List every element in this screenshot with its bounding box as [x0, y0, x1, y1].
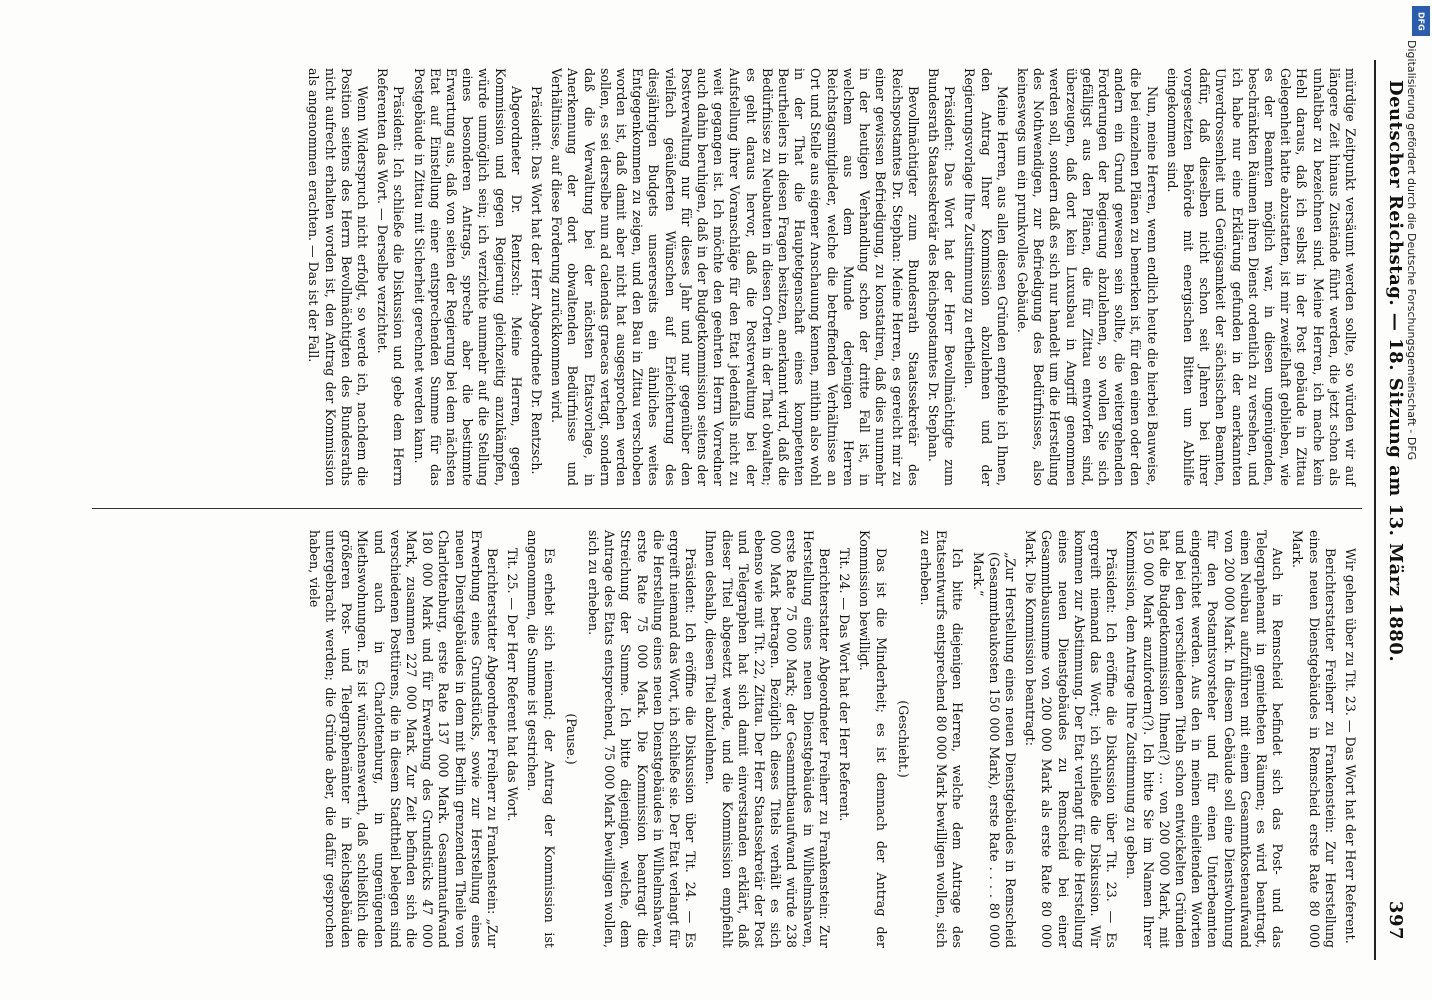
paragraph: mürdige Zeitpunkt versäumt werden sollte, so würden wir auf längere Zeit hinaus Zustände führt werden, die jetzt schon als unhaltbar zu bezeichnen sind. Meine Herren, ich mache kein Hehl daraus, daß ich selbst in der Post gebäude in Zittau Gelegenheit hatte abzustatten, ist mir zweifelhaft geblieben, wie es der Beamten möglich war, in diesen ungenügenden, beschränkten Räumen ihren Dienst ordentlich zu versehen, und ich habe nur eine Erklärung gefunden in der anerkannten Unverdrossenheit und Genügsamkeit der sächsischen Beamten, dafür, daß dieselben nicht schon seit Jahren bei ihrer vorgesetzten Behörde mit energischen Bitten um Abhilfe eingekommen sind.: [1164, 68, 1358, 486]
paragraph: Berichterstatter Freiherr zu Frankenstein: Zur Herstellung eines neuen Dienstgebäudes in Remscheid erste Rate 80 000 Mark.: [1290, 530, 1338, 948]
digitization-credit: [1396, 40, 1426, 980]
stage-direction: (Pause.): [563, 713, 579, 765]
paragraph: Präsident: Ich eröffne die Diskussion über Tit. 23. — Es ergreift niemand das Wort; ich schließe die Diskussion. Wir kommen zur Abstimmung. Der Etat verlangt für die Herstellung eines neuen Dienstgebäudes zu Remscheid bei einer Gesammtbausumme von 200 000 Mark als erste Rate 80 000 Mark. Die Kommission beantragt:: [1023, 530, 1120, 948]
paragraph: Berichterstatter Abgeordneter Freiherr zu Frankenstein: „Zur Erwerbung eines Grundstücks, sowie zur Herstellung eines neuen Dienstgebäudes in dem mit Berlin grenzenden Theile von Charlottenburg, erste Rate 137 000 Mark. Gesammtaufwand 180 000 Mark und für Erwerbung des Grundstücks 47 000 Mark, zusammen 227 000 Mark. Zur Zeit befinden sich die verschiedenen Posttürens, die in diesem Stadttheil belegen sind und auch in Charlottenburg, in ungenügenden Miethswohnungen. Es ist wünschenswerth, daß schließlich die größeren Post- und Telegraphenämter in Reichsgebäuden untergebracht werden; die Gründe aber, die dafür gesprochen haben, viele: [306, 530, 501, 948]
paragraph: Tit. 25. — Der Herr Referent hat das Wort.: [505, 548, 521, 822]
page-number: 397: [1385, 900, 1406, 940]
paragraph: Wir gehen über zu Tit. 23. — Das Wort hat der Herr Referent.: [1343, 548, 1358, 944]
paragraph: Meine Herren, aus allen diesen Gründen empfehle ich Ihnen, den Antrag Ihrer Kommission abzulehnen und der Regierungsvorlage Ihre Zustimmung zu ertheilen.: [962, 68, 1010, 486]
quoted-motion: „Zur Herstellung eines neuen Dienstgebäudes in Remscheid (Gesammtbaukosten 150 000 Mark), erste Rate . . . . 80 000 Mark.“: [970, 552, 1018, 948]
paragraph: Präsident: Das Wort hat der Herr Abgeordnete Dr. Rentzsch.: [529, 86, 545, 475]
paragraph: Präsident: Ich schließe die Diskussion und gebe dem Herrn Referenten das Wort. — Derselbe verzichtet.: [375, 68, 407, 486]
header-rule: [1374, 60, 1376, 960]
paragraph: Präsident: Das Wort hat der Herr Bevollmächtigte zum Bundesrath Staatssekretär des Reichspostamtes Dr. Stephan.: [925, 68, 958, 486]
paragraph: Abgeordneter Dr. Rentzsch: Meine Herren, gegen Kommission und gegen Regierung gleichzeitig anzukämpfen, würde unmöglich sein; ich verzichte nunmehr auf die Stellung eines besonderen Antrags, spreche aber die bestimmte Erwartung aus, daß von seiten der Regierung bei dem nächsten Etat auf Einstellung einer entsprechenden Summe für das Postgebäude in Zittau mit Sicherheit gerechnet werden kann.: [411, 68, 524, 486]
stage-direction: (Geschieht.): [895, 700, 911, 778]
right-column: [302, 530, 1358, 948]
paragraph: Berichterstatter Abgeordneter Freiherr zu Frankenstein: Zur Herstellung eines neuen Dienstgebäudes in Wilhelmshaven, erste Rate 75 000 Mark; der Gesammtbauaufwand würde 238 000 Mark betragen. Bezüglich dieses Titels verhält es sich ebenso wie mit Tit. 22, Zittau. Der Herr Staatssekretär der Post und Telegraphen hat sich damit einverstanden erklärt, daß dieser Titel abgesetzt werde, und die Kommission empfiehlt Ihnen deshalb, diesen Titel abzulehnen.: [703, 530, 832, 948]
left-column: [301, 68, 1358, 486]
running-head: Deutscher Reichstag. — 18. Sitzung am 13. März 1880.: [1385, 80, 1406, 663]
dfg-logo-icon: DFG: [1412, 6, 1430, 36]
paragraph: Es erhebt sich niemand; der Antrag der Kommission ist angenommen, die Summe ist gestrichen.: [525, 530, 557, 948]
paragraph: Wenn Widerspruch nicht erfolgt, so werde ich, nachdem die Position seitens des Herrn Bevollmächtigten des Bundesraths nicht aufrecht erhalten worden ist, den Antrag der Kommission als angenommen erachten. — Das ist der Fall.: [306, 68, 371, 486]
paragraph: Nun, meine Herren, wenn endlich heute die hierbei Bauweise, die bei einzelnen Plänen zu bemerken ist, für den einen oder den andern ein Grund gewesen sein sollte, die weitergehenden Forderungen der Regierung abzulehnen, so wollen Sie sich gefälligst aus den Plänen, die für Zittau entworfen sind, überzeugen, daß dort kein Luxusbau in Angriff genommen werden soll, sondern daß es sich nur handelt um die Herstellung des Nothwendigen, zur Befriedigung des Bedürfnisses, also keineswegs um ein prunkvolles Gebäude.: [1014, 68, 1160, 486]
paragraph: Tit. 24. — Das Wort hat der Herr Referent.: [837, 548, 853, 822]
paragraph: Präsident: Ich eröffne die Diskussion über Tit. 24. — Es ergreift niemand das Wort, ich schließe sie. Der Etat verlangt für die Herstellung eines neuen Dienstgebäudes in Wilhelmshaven, erste Rate 75 000 Mark. Die Kommission beantragt die Streichung der Summe. Ich bitte diejenigen, welche, dem Antrage des Etats entsprechend, 75 000 Mark bewilligen wollen, sich zu erheben.: [586, 530, 699, 948]
paragraph: Auch in Remscheid befindet sich das Post- und das Telegraphenamt in gemietheten Räumen; es wird beantragt, einen Neubau aufzuführen mit einem Gesammtkostenaufwand von 200 000 Mark. In diesem Gebäude soll eine Dienstwohnung für den Postamtsvorsteher und für einen Unterbeamten eingerichtet werden. Aus den in meinen einleitenden Worten und bei den verschiedenen Titeln schon entwickelten Gründen hat die Budgetkommission Ihnen(?) ... von 200 000 Mark, mit 150 000 Mark anzufordern(?). Ich bitte Sie im Namen Ihrer Kommission, dem Antrage Ihre Zustimmung zu geben.: [1124, 530, 1286, 948]
paragraph: Bevollmächtigter zum Bundesrath Staatssekretär des Reichspostamtes Dr. Stephan: Meine Herren, es gereicht mir zu einer gewissen Befriedigung, zu konstatiren, daß dies nunmehr in der heutigen Verhandlung schon der dritte Fall ist, in welchem aus dem Munde derjenigen Herren Reichstagsmitglieder, welche die betreffenden Verhältnisse an Ort und Stelle aus eigener Anschauung kennen, mithin also wohl in der That die Hauptetgenschaft eines kompetenten Beurtheilers in diesen Fragen besitzen, anerkannt wird, daß die Bedürfnisse zu Neubauten in diesen Orten in der That obwalten; es geht daraus hervor, daß die Postverwaltung bei der Aufstellung ihrer Voranschläge für den Etat jedenfalls nicht zu weit gegangen ist. Ich möchte den geehrten Herrn Vorredner auch dahin beruhigen, daß in der Budgetkommission seitens der Postverwaltung nur für dieses Jahr und nur gegenüber den vielfach geäußerten Wünschen auf Erleichterung des diesjährigen Budgets unsererseits ein ähnliches weites Entgegenkommen zu zeigen, und den Bau in Zittau verschoben worden ist, daß damit aber nicht hat ausgesprochen werden sollen, es sei derselbe nun ad calendas graecas vertagt, sondern daß die Verwaltung bei der nächsten Etatsvorlage, in Anerkennung der dort obwaltenden Bedürfnisse und Verhältnisse, auf diese Forderung zurückkommen wird.: [549, 68, 921, 486]
column-divider: [92, 508, 1362, 509]
credit-text: Digitalisierung gefördert durch die Deutsche Forschungsgemeinschaft - DFG: [1405, 40, 1418, 461]
paragraph: Das ist die Minderheit; es ist demnach der Antrag der Kommission bewilligt.: [857, 530, 889, 948]
paragraph: Ich bitte diejenigen Herren, welche dem Antrage des Etatsentwurfs entsprechend 80 000 Mark bewilligen wollen, sich zu erheben.: [917, 530, 966, 948]
